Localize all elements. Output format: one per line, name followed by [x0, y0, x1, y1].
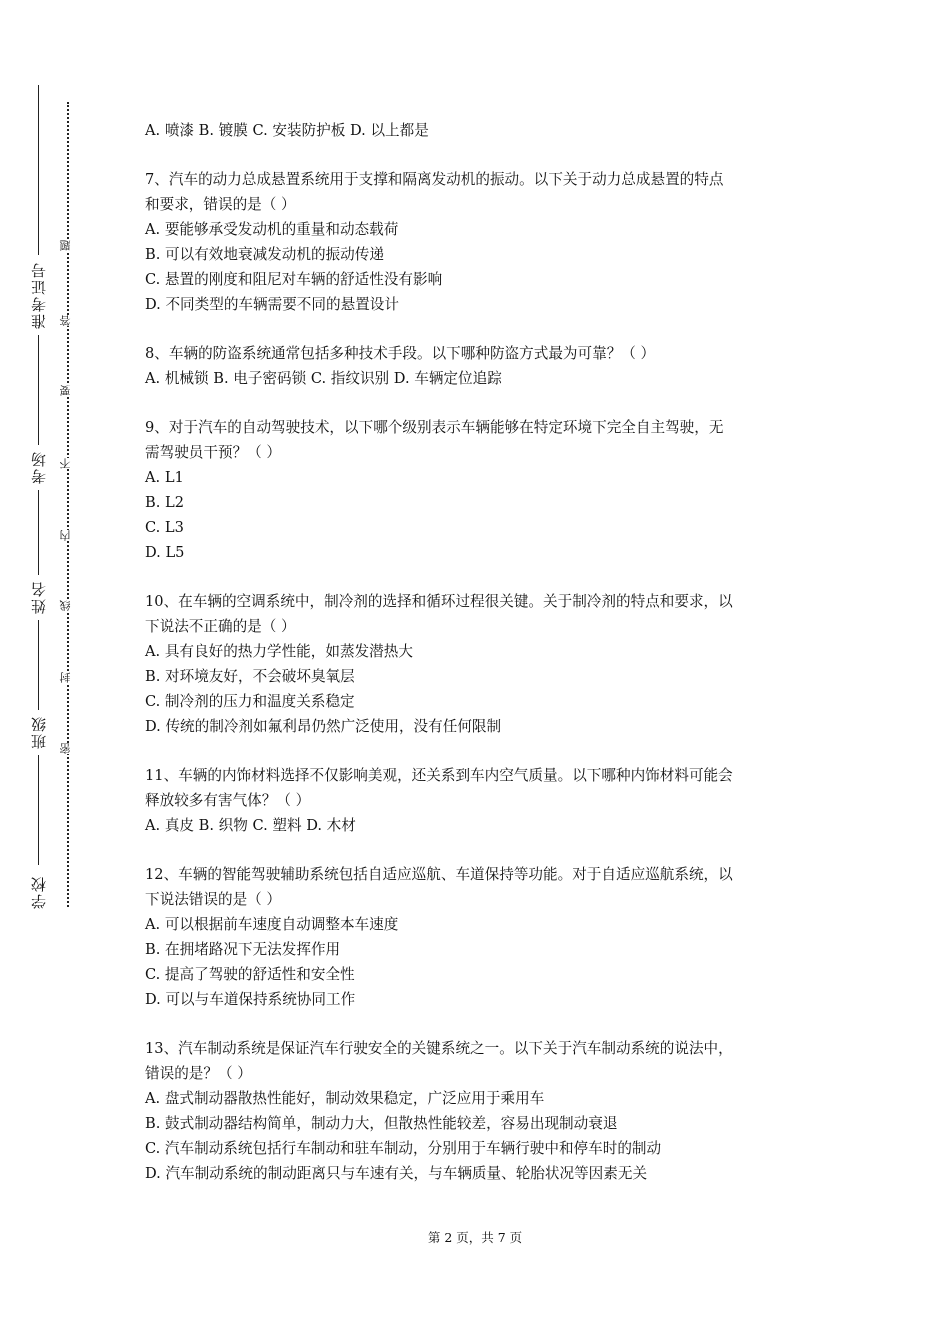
question-10 — [145, 589, 815, 739]
field-exam-id-label: 准考证号 — [30, 261, 48, 329]
option-c: C. 悬置的刚度和阻尼对车辆的舒适性没有影响 — [145, 271, 443, 288]
question-stem: 10、在车辆的空调系统中，制冷剂的选择和循环过程很关键。关于制冷剂的特点和要求，以 — [145, 593, 733, 610]
question-9 — [145, 415, 815, 565]
option-c: C. 制冷剂的压力和温度关系稳定 — [145, 693, 355, 710]
question-stem: 8、车辆的防盗系统通常包括多种技术手段。以下哪种防盗方式最为可靠？（ ） — [145, 345, 656, 362]
question-stem: 错误的是？（ ） — [145, 1065, 252, 1082]
option-b: B. 对环境友好，不会破坏臭氧层 — [145, 668, 355, 685]
binding-line — [38, 335, 39, 445]
page-number: 第 2 页，共 7 页 — [427, 1230, 523, 1245]
binding-margin — [0, 0, 120, 1344]
binding-line — [38, 490, 39, 575]
option-d: D. 不同类型的车辆需要不同的悬置设计 — [145, 296, 399, 313]
question-stem: 下说法错误的是（ ） — [145, 891, 281, 908]
option-c: C. 汽车制动系统包括行车制动和驻车制动，分别用于车辆行驶中和停车时的制动 — [145, 1140, 662, 1157]
seal-dotted-line — [67, 102, 69, 907]
question-stem: 和要求，错误的是（ ） — [145, 196, 296, 213]
question-stem: 7、汽车的动力总成悬置系统用于支撑和隔离发动机的振动。以下关于动力总成悬置的特点 — [145, 171, 724, 188]
previous-question-options: A. 喷漆 B. 镀膜 C. 安装防护板 D. 以上都是 — [145, 122, 429, 139]
option-c: C. 提高了驾驶的舒适性和安全性 — [145, 966, 355, 983]
field-exam-room-label: 考场 — [30, 450, 48, 485]
seal-char: 要 — [58, 385, 78, 396]
question-stem: 11、车辆的内饰材料选择不仅影响美观，还关系到车内空气质量。以下哪种内饰材料可能会 — [145, 767, 733, 784]
options-inline: A. 机械锁 B. 电子密码锁 C. 指纹识别 D. 车辆定位追踪 — [145, 370, 502, 387]
question-12 — [145, 862, 815, 1012]
field-name-label: 姓名 — [30, 580, 48, 615]
option-a: A. L1 — [145, 469, 184, 486]
question-block — [145, 118, 815, 143]
question-stem: 9、对于汽车的自动驾驶技术，以下哪个级别表示车辆能够在特定环境下完全自主驾驶，无 — [145, 419, 724, 436]
question-stem: 需驾驶员干预？（ ） — [145, 444, 281, 461]
question-stem: 下说法不正确的是（ ） — [145, 618, 296, 635]
field-school-label: 学校 — [30, 875, 48, 910]
binding-line — [38, 85, 39, 255]
option-a: A. 可以根据前车速度自动调整本车速度 — [145, 916, 399, 933]
seal-char: 不 — [58, 458, 78, 469]
question-8 — [145, 341, 815, 391]
option-d: D. 传统的制冷剂如氟利昂仍然广泛使用，没有任何限制 — [145, 718, 502, 735]
binding-line — [38, 620, 39, 710]
option-d: D. 可以与车道保持系统协同工作 — [145, 991, 356, 1008]
question-stem: 释放较多有害气体？（ ） — [145, 792, 311, 809]
question-13 — [145, 1036, 815, 1186]
option-a: A. 具有良好的热力学性能，如蒸发潜热大 — [145, 643, 413, 660]
question-stem: 12、车辆的智能驾驶辅助系统包括自适应巡航、车道保持等功能。对于自适应巡航系统，以 — [145, 866, 733, 883]
option-b: B. 可以有效地衰减发动机的振动传递 — [145, 246, 384, 263]
option-c: C. L3 — [145, 519, 184, 536]
option-d: D. 汽车制动系统的制动距离只与车速有关，与车辆质量、轮胎状况等因素无关 — [145, 1165, 648, 1182]
option-a: A. 盘式制动器散热性能好，制动效果稳定，广泛应用于乘用车 — [145, 1090, 545, 1107]
option-b: B. 在拥堵路况下无法发挥作用 — [145, 941, 341, 958]
seal-char: 密 — [58, 743, 78, 754]
binding-line — [38, 755, 39, 865]
seal-char: 线 — [58, 600, 78, 611]
question-7 — [145, 167, 815, 317]
question-11 — [145, 763, 815, 838]
seal-char: 内 — [58, 530, 78, 541]
seal-char: 封 — [58, 672, 78, 683]
option-b: B. 鼓式制动器结构简单，制动力大，但散热性能较差，容易出现制动衰退 — [145, 1115, 618, 1132]
seal-char: 答 — [58, 315, 78, 326]
option-d: D. L5 — [145, 544, 185, 561]
seal-char: 题 — [58, 240, 78, 251]
field-class-label: 班级 — [30, 715, 48, 750]
option-b: B. L2 — [145, 494, 184, 511]
options-inline: A. 真皮 B. 织物 C. 塑料 D. 木材 — [145, 817, 356, 834]
option-a: A. 要能够承受发动机的重量和动态载荷 — [145, 221, 399, 238]
question-stem: 13、汽车制动系统是保证汽车行驶安全的关键系统之一。以下关于汽车制动系统的说法中， — [145, 1040, 733, 1057]
question-list — [145, 118, 815, 1210]
